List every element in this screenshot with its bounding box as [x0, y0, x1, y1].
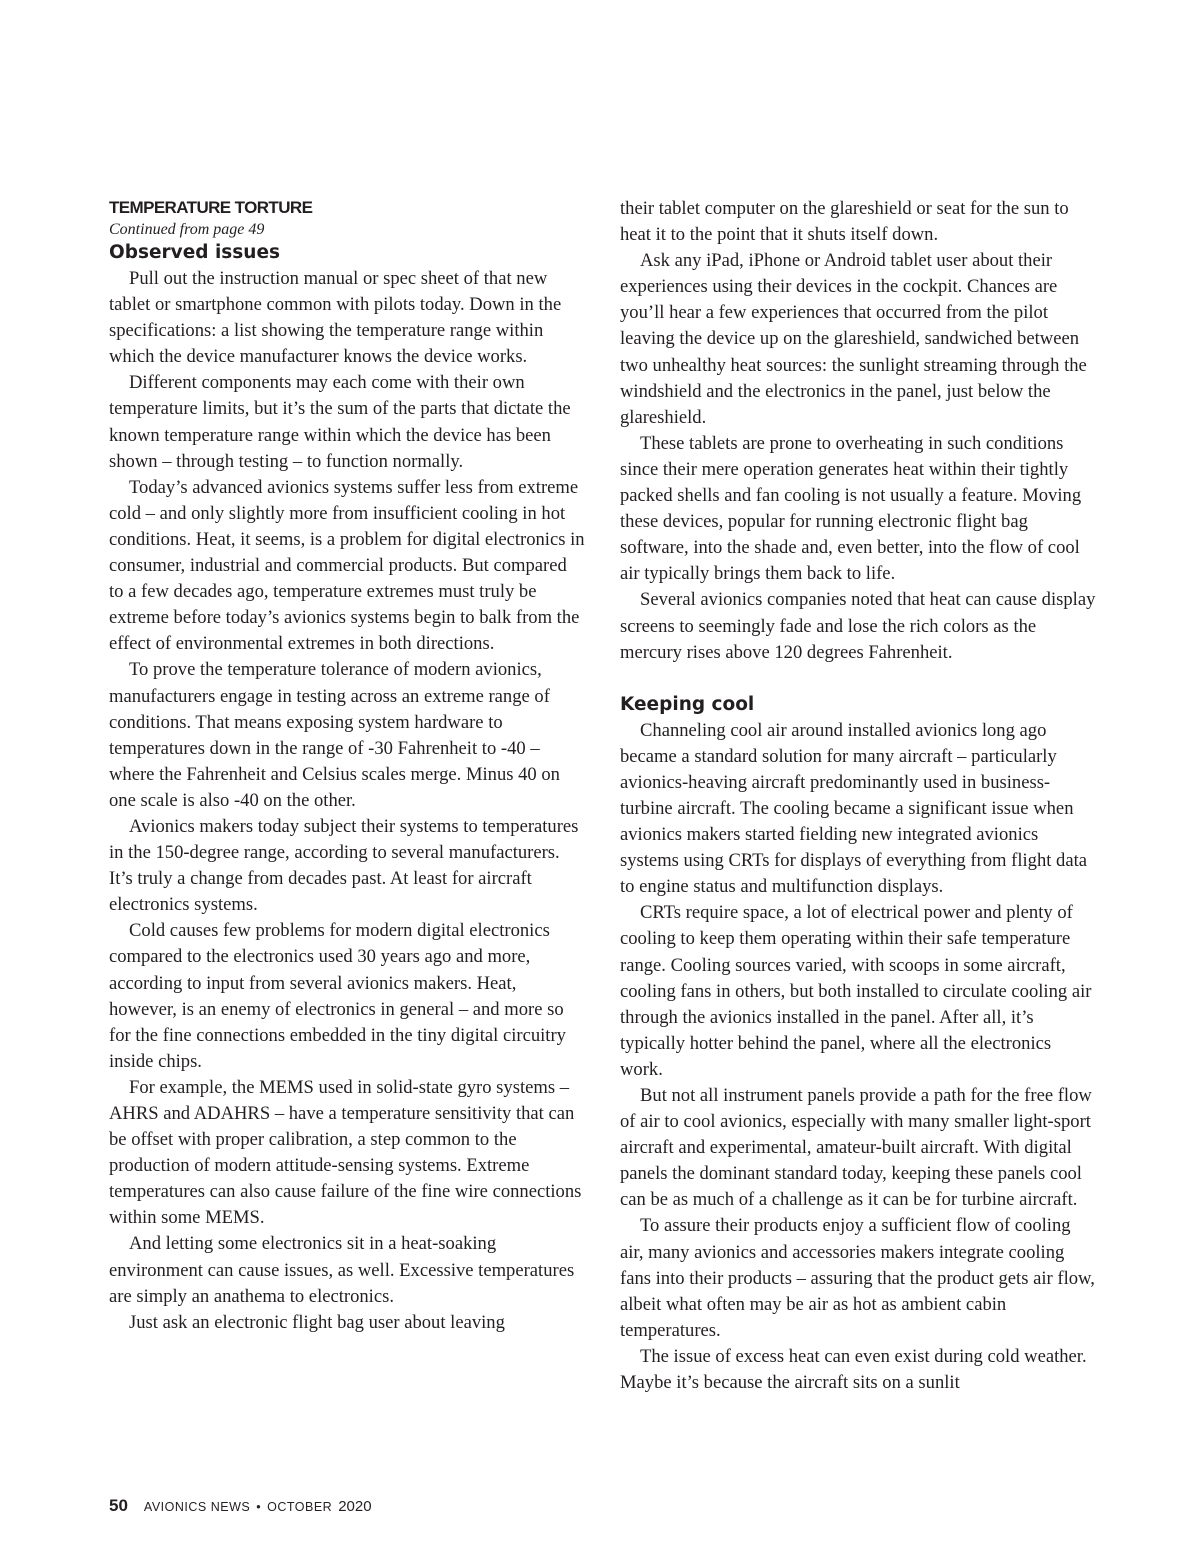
publication-name: AVIONICS NEWS	[143, 1500, 251, 1514]
left-column	[109, 196, 585, 1336]
paragraph: Today’s advanced avionics systems suffer less from extreme cold – and only slightly more from insufficient cooling in hot conditions. Heat, it seems, is a problem for digital electronics in consumer, industrial and commercial products. But compared to a few decades ago, temperature extremes must truly be extreme before today’s avionics systems begin to balk from the effect of environmental extremes in both directions.	[109, 476, 585, 655]
issue-month: OCTOBER	[267, 1500, 333, 1514]
paragraph: To assure their products enjoy a sufficient flow of cooling air, many avionics and accessories makers integrate cooling fans into their products – assuring that the product gets air flow, albeit what often may be air as hot as ambient cabin temperatures.	[620, 1215, 1095, 1341]
page-footer	[109, 1496, 372, 1516]
paragraph: The issue of excess heat can even exist during cold weather. Maybe it’s because the aircraft sits on a sunlit	[620, 1345, 1087, 1394]
paragraph: And letting some electronics sit in a heat-soaking environment can cause issues, as well. Excessive temperatures are simply an anathema to electronics.	[109, 1233, 575, 1307]
article-title: TEMPERATURE TORTURE	[109, 198, 313, 217]
paragraph: Ask any iPad, iPhone or Android tablet user about their experiences using their devices in the cockpit. Chances are you’ll hear a few experiences that occurred from the pilot leaving the device up on the glareshield, sandwiched between two unhealthy heat sources: the sunlight streaming through the windshield and the electronics in the panel, just below the glareshield.	[620, 250, 1087, 428]
paragraph: Cold causes few problems for modern digital electronics compared to the electronics used 30 years ago and more, according to input from several avionics makers. Heat, however, is an enemy of electronics in general – and more so for the fine connections embedded in the tiny digital circuitry inside chips.	[109, 920, 566, 1072]
footer-separator: •	[256, 1500, 262, 1514]
page-number: 50	[109, 1496, 128, 1515]
right-column	[620, 196, 1096, 1396]
paragraph: Several avionics companies noted that heat can cause display screens to seemingly fade and lose the rich colors as the mercury rises above 120 degrees Fahrenheit.	[620, 589, 1096, 663]
subhead-keeping-cool: Keeping cool	[620, 693, 755, 715]
paragraph: Just ask an electronic flight bag user about leaving	[129, 1311, 505, 1333]
paragraph: But not all instrument panels provide a path for the free flow of air to cool avionics, especially with many smaller light-sport aircraft and experimental, amateur-built aircraft. With digital panels the dominant standard today, keeping these panels cool can be as much of a challenge as it can be for turbine aircraft.	[620, 1085, 1092, 1211]
paragraph: To prove the temperature tolerance of modern avionics, manufacturers engage in testing across an extreme range of conditions. That means exposing system hardware to temperatures down in the range of -30 Fahrenheit to -40 – where the Fahrenheit and Celsius scales merge. Minus 40 on one scale is also -40 on the other.	[109, 659, 560, 811]
paragraph: CRTs require space, a lot of electrical power and plenty of cooling to keep them operating within their safe temperature range. Cooling sources varied, with scoops in some aircraft, cooling fans in others, but both installed to circulate cooling air through the avionics installed in the panel. After all, it’s typically hotter behind the panel, where all the electronics work.	[620, 902, 1092, 1080]
paragraph: Pull out the instruction manual or spec sheet of that new tablet or smartphone common with pilots today. Down in the specifications: a list showing the temperature range within which the device manufacturer knows the device works.	[109, 268, 562, 368]
paragraph: Channeling cool air around installed avionics long ago became a standard solution for many aircraft – particularly avionics-heaving aircraft predominantly used in business-turbine aircraft. The cooling became a significant issue when avionics makers started fielding new integrated avionics systems using CRTs for displays of everything from flight data to engine status and multifunction displays.	[620, 719, 1088, 898]
paragraph: Avionics makers today subject their systems to temperatures in the 150-degree range, according to several manufacturers. It’s truly a change from decades past. At least for aircraft electronics systems.	[109, 815, 579, 916]
continued-note: Continued from page 49	[109, 221, 265, 238]
issue-year: 2020	[338, 1498, 372, 1515]
paragraph: For example, the MEMS used in solid-state gyro systems – AHRS and ADAHRS – have a temperature sensitivity that can be offset with proper calibration, a step common to the production of modern attitude-sensing systems. Extreme temperatures can also cause failure of the fine wire connections within some MEMS.	[109, 1076, 582, 1229]
subhead-observed-issues: Observed issues	[109, 242, 281, 263]
paragraph: These tablets are prone to overheating in such conditions since their mere operation generates heat within their tightly packed shells and fan cooling is not usually a feature. Moving these devices, popular for running electronic flight bag software, into the shade and, even better, into the flow of cool air typically brings them back to life.	[620, 432, 1082, 585]
paragraph-continuation: their tablet computer on the glareshield or seat for the sun to heat it to the point that it shuts itself down.	[620, 198, 1069, 246]
paragraph: Different components may each come with their own temperature limits, but it’s the sum of the parts that dictate the known temperature range within which the device has been shown – through testing – to function normally.	[109, 372, 571, 472]
